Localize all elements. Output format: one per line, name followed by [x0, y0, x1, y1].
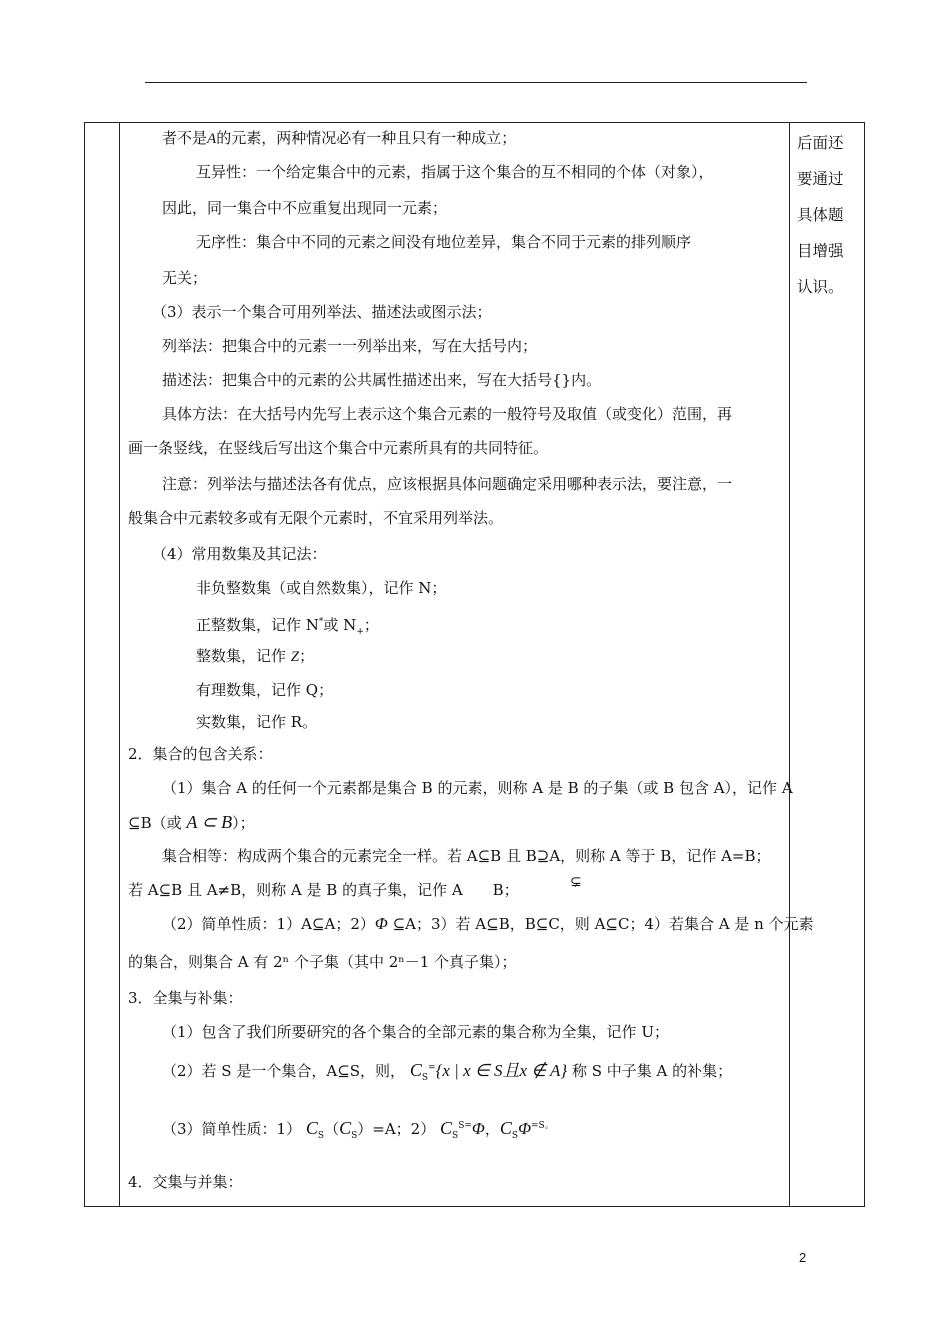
text-line: ⊆B（或 A ⊂ B）； — [128, 812, 255, 832]
text-line: 的集合，则集合 A 有 2ⁿ 个子集（其中 2ⁿ－1 个真子集）； — [128, 953, 517, 971]
text-line: 实数集，记作 R。 — [196, 713, 318, 731]
text-line: 列举法：把集合中的元素一一列举出来，写在大括号内； — [162, 337, 538, 355]
text-line: 正整数集，记作 N*或 $N_+$； — [196, 616, 379, 637]
text-line: 若 A⊆B 且 A≠B，则称 A 是 B 的真子集，记作 A B； — [128, 881, 519, 899]
header-rule — [145, 82, 807, 83]
text-line: （1）包含了我们所要研究的各个集合的全部元素的集合称为全集，记作 U； — [162, 1023, 669, 1041]
text-line: 互异性：一个给定集合中的元素，指属于这个集合的互不相同的个体（对象）， — [196, 163, 714, 181]
text-line: 整数集，记作 Z； — [196, 647, 315, 665]
text-line: 描述法：把集合中的元素的公共属性描述出来，写在大括号{}内。 — [162, 371, 602, 389]
text-line: 集合相等：构成两个集合的元素完全一样。若 A⊆B 且 B⊇A，则称 A 等于 B，记作 A=B； — [162, 847, 771, 865]
column-divider-left — [119, 123, 120, 1206]
text-line: 无序性：集合中不同的元素之间没有地位差异，集合不同于元素的排列顺序 — [196, 233, 692, 251]
text-line: 无关； — [162, 269, 208, 287]
text-line: 因此，同一集合中不应重复出现同一元素； — [162, 199, 448, 217]
text-line: （1）集合 A 的任何一个元素都是集合 B 的元素，则称 A 是 B 的子集（或 B 包含 A），记作 A — [162, 779, 793, 797]
text-line: （2）若 S 是一个集合，A⊆S，则， $C_S^=\{x$ | x ∈ S且x ∉ A} 称 S 中子集 A 的补集； — [162, 1060, 733, 1083]
section-heading: 3．全集与补集： — [128, 989, 243, 1007]
text-line: 般集合中元素较多或有无限个元素时，不宜采用列举法。 — [128, 509, 504, 527]
text-line: （3）表示一个集合可用列举法、描述法或图示法； — [152, 303, 492, 321]
text-line: 注意：列举法与描述法各有优点，应该根据具体问题确定采用哪种表示法，要注意，一 — [162, 475, 733, 493]
section-heading: 2．集合的包含关系： — [128, 745, 273, 763]
text-line: 具体方法：在大括号内先写上表示这个集合元素的一般符号及取值（或变化）范围，再 — [162, 405, 733, 423]
text-line: 非负整数集（或自然数集），记作 N； — [196, 579, 447, 597]
text-line: （2）简单性质：1）A⊆A；2）Φ ⊆A；3）若 A⊆B，B⊆C，则 A⊆C；4）若集合 A 是 n 个元素 — [162, 914, 814, 933]
page-number: 2 — [799, 1250, 807, 1265]
text-line: 者不是A的元素，两种情况必有一种且只有一种成立； — [162, 129, 517, 147]
side-note: 后面还要通过具体题目增强认识。 — [797, 134, 844, 296]
section-heading: 4．交集与并集： — [128, 1173, 243, 1191]
proper-subset-symbol: ⊊ — [570, 874, 582, 890]
text-line: 有理数集，记作 Q； — [196, 681, 334, 699]
text-line: （4）常用数集及其记法： — [152, 545, 327, 563]
column-divider-right — [789, 123, 790, 1206]
text-line: 画一条竖线，在竖线后写出这个集合中元素所具有的共同特征。 — [128, 439, 549, 457]
text-line: （3）简单性质：1） $C_S(C_S)=A$；2） $C_S^{S=}\Phi$，$C_S\Phi^{=S。}$ — [162, 1118, 554, 1141]
